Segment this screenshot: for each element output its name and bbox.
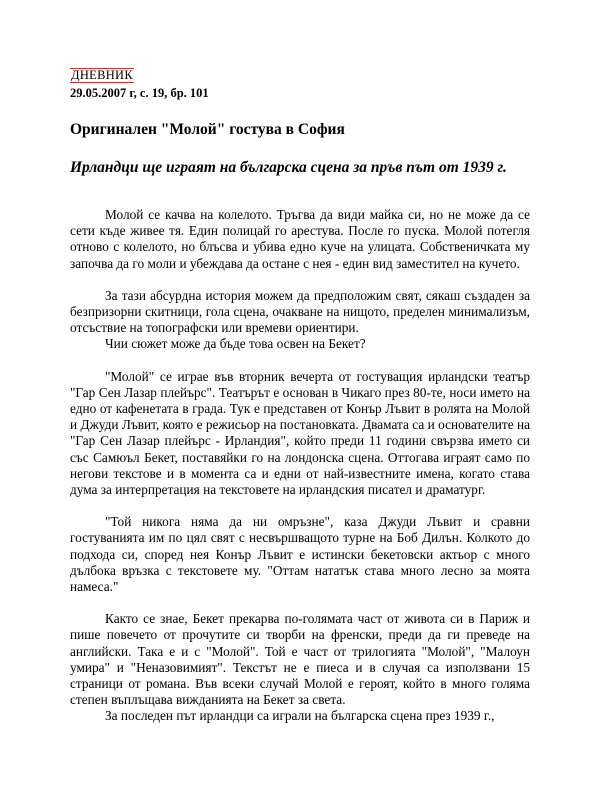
paragraph: За последен път ирландци са играли на българска сцена през 1939 г., bbox=[105, 708, 495, 724]
article-body bbox=[70, 207, 530, 725]
paragraph: Чии сюжет може да бъде това освен на Бекет? bbox=[105, 336, 366, 352]
paragraph: "Молой" се играе във вторник вечерта от гостуващия ирландски театър "Гар Сен Лазар плейърс". Театърът е основан в Чикаго през 80-те, носи името на едно от кафенетата в града. Тук е представен от Конър Лъвит в ролята на Молой и Джуди Лъвит, която е режисьор на постановката. Двамата са и основателите на "Гар Сен Лазар плейърс - Ирландия", който преди 11 години свързва името си със Самюъл Бекет, поставяйки го на лондонска сцена. Оттогава играят само по негови текстове и в момента са и едни от най-известните имена, когато става дума за интерпретация на текстовете на ирландския писател и драматург. bbox=[70, 368, 530, 498]
headline: Оригинален "Молой" гостува в София bbox=[70, 121, 345, 138]
subheadline: Ирландци ще играят на българска сцена за пръв път от 1939 г. bbox=[70, 159, 507, 176]
paragraph: За тази абсурдна история можем да предположим свят, сякаш създаден за безпризорни скитници, гола сцена, очакване на нищото, пределен минимализъм, отсъствие на топографски или времеви ориентири. bbox=[70, 287, 530, 336]
article-page bbox=[70, 66, 530, 725]
paragraph: Молой се качва на колелото. Тръгва да види майка си, но не може да се сети къде живее тя. Един полицай го арестува. После го пуска. Молой потегля отново с колелото, но блъсва и убива едно куче на улицата. Собственичката му започва да го моли и убеждава да остане с нея - един вид заместител на кучето. bbox=[70, 207, 530, 271]
source-label: ДНЕВНИК bbox=[71, 68, 134, 82]
paragraph: "Той никога няма да ни омръзне", каза Джуди Лъвит и сравни гостуванията им по цял свят с несвършващото турне на Боб Дилън. Колкото до подхода си, според нея Конър Лъвит е истински бекетовски актьор с много дълбока връзка с текстовете му. "Оттам нататък става много лесно за моята намеса." bbox=[70, 514, 530, 595]
paragraph: Както се знае, Бекет прекарва по-голямата част от живота си в Париж и пише повечето от прочутите си творби на френски, преди да ги преведе на английски. Така е и с "Молой". Той е част от трилогията "Молой", "Малоун умира" и "Неназовимият". Текстът не е пиеса и в случая са използвани 15 страници от романа. Във всеки случай Молой е героят, който в много голяма степен въплъщава вижданията на Бекет за света. bbox=[70, 611, 530, 708]
dateline: 29.05.2007 г, с. 19, бр. 101 bbox=[70, 86, 209, 100]
